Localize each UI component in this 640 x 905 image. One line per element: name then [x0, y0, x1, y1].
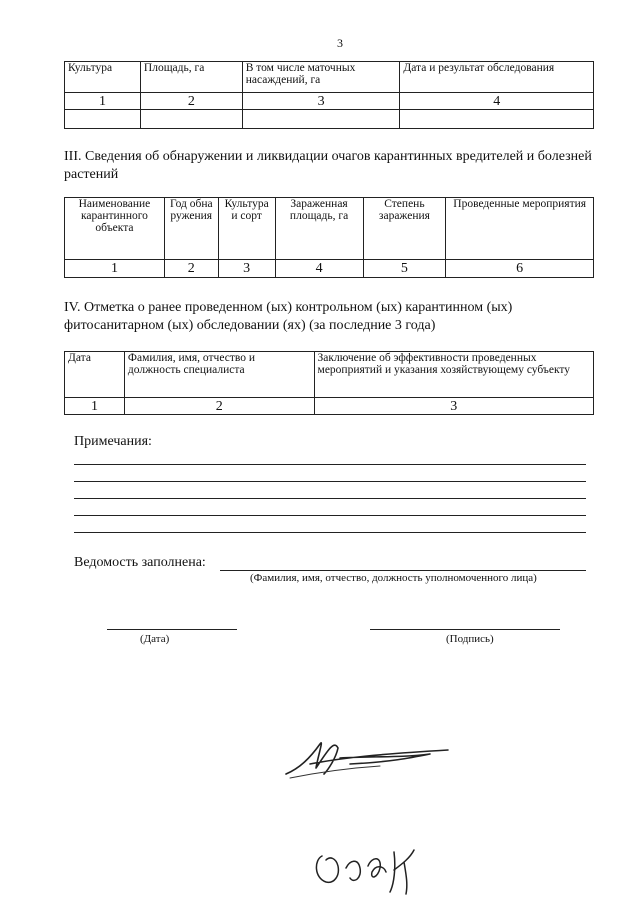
- header-cell: Культура и сорт: [218, 198, 275, 260]
- table-number-row: [65, 93, 594, 110]
- number-cell: 1: [65, 93, 141, 110]
- empty-cell: [242, 110, 400, 129]
- table-header-row: [65, 198, 594, 260]
- notes-line: [74, 515, 586, 516]
- notes-line: [74, 464, 586, 465]
- empty-cell: [65, 110, 141, 129]
- table-quarantine-foci: [64, 197, 594, 278]
- header-cell: Дата и результат обследования: [400, 62, 594, 93]
- empty-cell: [140, 110, 242, 129]
- signature-line: [370, 629, 560, 630]
- notes-line: [74, 498, 586, 499]
- section-3-heading: III. Сведения об обнаружении и ликвидации очагов карантинных вредителей и болезней растений: [64, 149, 592, 182]
- number-cell: 6: [446, 260, 594, 278]
- table-culture-area: [64, 61, 594, 129]
- header-cell: Степень заражения: [363, 198, 446, 260]
- filled-caption: (Фамилия, имя, отчество, должность уполномоченного лица): [250, 572, 537, 584]
- page-number: 3: [337, 36, 343, 50]
- header-cell: Проведенные мероприятия: [446, 198, 594, 260]
- number-cell: 2: [140, 93, 242, 110]
- signature-caption: (Подпись): [446, 633, 494, 645]
- notes-line: [74, 532, 586, 533]
- table-number-row: [65, 398, 594, 415]
- header-cell: Площадь, га: [140, 62, 242, 93]
- header-cell: Заключение об эффективности проведенных мероприятий и указания хозяйствующему субъекту: [314, 352, 593, 398]
- number-cell: 5: [363, 260, 446, 278]
- section-4-heading: IV. Отметка о ранее проведенном (ых) контрольном (ых) карантинном (ых) фитосанитарном (ых) обследовании (ях) (за последние 3 года): [64, 300, 513, 333]
- table-previous-inspections: [64, 351, 594, 415]
- number-cell: 1: [65, 260, 165, 278]
- number-cell: 3: [242, 93, 400, 110]
- table-header-row: [65, 62, 594, 93]
- header-cell: Наименование карантинного объекта: [65, 198, 165, 260]
- table-number-row: [65, 260, 594, 278]
- number-cell: 2: [124, 398, 314, 415]
- notes-label: Примечания:: [74, 434, 152, 449]
- header-cell: В том числе маточных насаждений, га: [242, 62, 400, 93]
- number-cell: 4: [275, 260, 363, 278]
- filled-line: [220, 570, 586, 571]
- handwritten-signature-icon: [280, 728, 460, 784]
- header-cell: Культура: [65, 62, 141, 93]
- empty-cell: [400, 110, 594, 129]
- header-cell: Дата: [65, 352, 125, 398]
- number-cell: 3: [218, 260, 275, 278]
- header-cell: Год обнаружения: [164, 198, 218, 260]
- date-caption: (Дата): [140, 633, 170, 645]
- header-cell: Фамилия, имя, отчество и должность специалиста: [124, 352, 314, 398]
- filled-label: Ведомость заполнена:: [74, 555, 206, 570]
- notes-line: [74, 481, 586, 482]
- date-line: [107, 629, 237, 630]
- number-cell: 3: [314, 398, 593, 415]
- number-cell: 4: [400, 93, 594, 110]
- number-cell: 1: [65, 398, 125, 415]
- number-cell: 2: [164, 260, 218, 278]
- table-header-row: [65, 352, 594, 398]
- handwritten-initials-icon: [310, 838, 430, 898]
- table-empty-row: [65, 110, 594, 129]
- header-cell: Зараженная площадь, га: [275, 198, 363, 260]
